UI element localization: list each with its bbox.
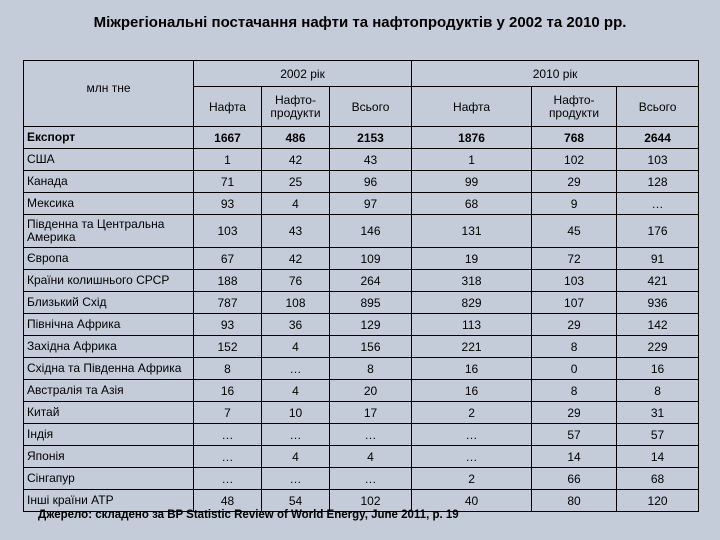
col-header: Нафто-продукти: [532, 87, 617, 127]
table-cell: 4: [262, 380, 330, 402]
col-header: Всього: [617, 87, 699, 127]
table-cell: 176: [617, 215, 699, 248]
table-row: [24, 336, 699, 358]
table-cell: …: [330, 468, 412, 490]
table-cell: 107: [532, 292, 617, 314]
table-cell: 221: [412, 336, 532, 358]
table-cell: …: [330, 424, 412, 446]
table-row: [24, 468, 699, 490]
table-row: [24, 314, 699, 336]
table-cell: 109: [330, 248, 412, 270]
table-cell: 57: [532, 424, 617, 446]
row-label: Близький Схід: [24, 292, 194, 314]
table-cell: 2644: [617, 127, 699, 149]
table-cell: 36: [262, 314, 330, 336]
table-row: [24, 380, 699, 402]
year-header-2002: 2002 рік: [194, 61, 412, 87]
table-cell: 108: [262, 292, 330, 314]
table-cell: 895: [330, 292, 412, 314]
table-cell: 131: [412, 215, 532, 248]
table-row: [24, 424, 699, 446]
table-cell: 42: [262, 149, 330, 171]
row-label: Західна Африка: [24, 336, 194, 358]
col-header: Нафто-продукти: [262, 87, 330, 127]
row-label: Південна та Центральна Америка: [24, 215, 194, 248]
table-cell: 42: [262, 248, 330, 270]
table-cell: 19: [412, 248, 532, 270]
table-cell: 57: [617, 424, 699, 446]
source-note: Джерело: складено за BP Statistic Review of World Energy, June 2011, p. 19: [38, 509, 459, 521]
row-label: Індія: [24, 424, 194, 446]
table-cell: 102: [330, 490, 412, 512]
table-cell: 2: [412, 402, 532, 424]
row-label: Експорт: [24, 127, 194, 149]
table-cell: 156: [330, 336, 412, 358]
page-title: Міжрегіональні постачання нафти та нафтопродуктів у 2002 та 2010 рр.: [93, 14, 627, 31]
table-cell: 4: [262, 336, 330, 358]
table-cell: 76: [262, 270, 330, 292]
row-label: США: [24, 149, 194, 171]
table-cell: 16: [194, 380, 262, 402]
table-cell: 67: [194, 248, 262, 270]
table-row: [24, 193, 699, 215]
table-row: [24, 171, 699, 193]
table-cell: 29: [532, 402, 617, 424]
table-cell: 43: [262, 215, 330, 248]
table-cell: 17: [330, 402, 412, 424]
col-header: Нафта: [194, 87, 262, 127]
table-cell: …: [194, 468, 262, 490]
table-cell: 146: [330, 215, 412, 248]
table-cell: …: [617, 193, 699, 215]
table-cell: 8: [194, 358, 262, 380]
table-cell: 103: [194, 215, 262, 248]
table-cell: 102: [532, 149, 617, 171]
row-label: Північна Африка: [24, 314, 194, 336]
row-label: Східна та Південна Африка: [24, 358, 194, 380]
row-label: Країни колишнього СРСР: [24, 270, 194, 292]
table-cell: 72: [532, 248, 617, 270]
table-cell: 43: [330, 149, 412, 171]
table-cell: …: [194, 424, 262, 446]
table-cell: …: [262, 468, 330, 490]
table-cell: 4: [262, 193, 330, 215]
table-cell: 768: [532, 127, 617, 149]
table-cell: 7: [194, 402, 262, 424]
table-cell: 9: [532, 193, 617, 215]
table-cell: 1: [194, 149, 262, 171]
table-cell: 936: [617, 292, 699, 314]
row-label: Європа: [24, 248, 194, 270]
table-cell: 4: [262, 446, 330, 468]
table-cell: 188: [194, 270, 262, 292]
table-row: [24, 402, 699, 424]
table-cell: 80: [532, 490, 617, 512]
table-cell: 8: [617, 380, 699, 402]
table-cell: 68: [617, 468, 699, 490]
table-row: [24, 215, 699, 248]
table-row: [24, 149, 699, 171]
table-row: [24, 292, 699, 314]
row-label: Австралія та Азія: [24, 380, 194, 402]
table-cell: 16: [617, 358, 699, 380]
table-cell: 1876: [412, 127, 532, 149]
table-cell: 152: [194, 336, 262, 358]
header-row-years: [24, 61, 699, 87]
table-cell: 318: [412, 270, 532, 292]
table-cell: 93: [194, 193, 262, 215]
table-cell: 54: [262, 490, 330, 512]
table-cell: …: [412, 424, 532, 446]
table-cell: 66: [532, 468, 617, 490]
col-header: Всього: [330, 87, 412, 127]
table-cell: 8: [532, 336, 617, 358]
table-cell: 8: [330, 358, 412, 380]
table-cell: 129: [330, 314, 412, 336]
table-cell: 1: [412, 149, 532, 171]
table-cell: 2153: [330, 127, 412, 149]
table-cell: 91: [617, 248, 699, 270]
table-cell: 16: [412, 358, 532, 380]
table-cell: 48: [194, 490, 262, 512]
table-cell: 20: [330, 380, 412, 402]
table-row: [24, 446, 699, 468]
table-cell: 93: [194, 314, 262, 336]
table-cell: 1667: [194, 127, 262, 149]
table-cell: 4: [330, 446, 412, 468]
table-cell: 97: [330, 193, 412, 215]
table-cell: 113: [412, 314, 532, 336]
table-cell: 68: [412, 193, 532, 215]
table-cell: 829: [412, 292, 532, 314]
row-label: Мексика: [24, 193, 194, 215]
row-label: Сінгапур: [24, 468, 194, 490]
table-cell: 40: [412, 490, 532, 512]
table-cell: 2: [412, 468, 532, 490]
table-cell: 421: [617, 270, 699, 292]
table-cell: 99: [412, 171, 532, 193]
row-label: Інші країни АТР: [24, 490, 194, 512]
row-label: Японія: [24, 446, 194, 468]
table-cell: 29: [532, 171, 617, 193]
supply-table: [23, 60, 699, 512]
table-cell: 103: [532, 270, 617, 292]
table-row: [24, 248, 699, 270]
table-cell: 14: [617, 446, 699, 468]
table-cell: 229: [617, 336, 699, 358]
year-header-2010: 2010 рік: [412, 61, 699, 87]
table-cell: 14: [532, 446, 617, 468]
table-cell: 10: [262, 402, 330, 424]
table-cell: …: [262, 424, 330, 446]
table-cell: 0: [532, 358, 617, 380]
table-cell: …: [412, 446, 532, 468]
table-row: [24, 358, 699, 380]
row-label: Канада: [24, 171, 194, 193]
table-cell: 31: [617, 402, 699, 424]
table-cell: 787: [194, 292, 262, 314]
table-row: [24, 127, 699, 149]
table-cell: 45: [532, 215, 617, 248]
unit-cell: млн тне: [24, 61, 194, 127]
table-cell: …: [194, 446, 262, 468]
table-cell: 264: [330, 270, 412, 292]
table-cell: 8: [532, 380, 617, 402]
table-cell: 142: [617, 314, 699, 336]
row-label: Китай: [24, 402, 194, 424]
table-cell: 16: [412, 380, 532, 402]
table-cell: 128: [617, 171, 699, 193]
table-cell: 486: [262, 127, 330, 149]
table-cell: 120: [617, 490, 699, 512]
table-cell: 96: [330, 171, 412, 193]
table-cell: 103: [617, 149, 699, 171]
col-header: Нафта: [412, 87, 532, 127]
table-cell: 71: [194, 171, 262, 193]
table-cell: 29: [532, 314, 617, 336]
table-row: [24, 270, 699, 292]
table-cell: 25: [262, 171, 330, 193]
table-cell: …: [262, 358, 330, 380]
